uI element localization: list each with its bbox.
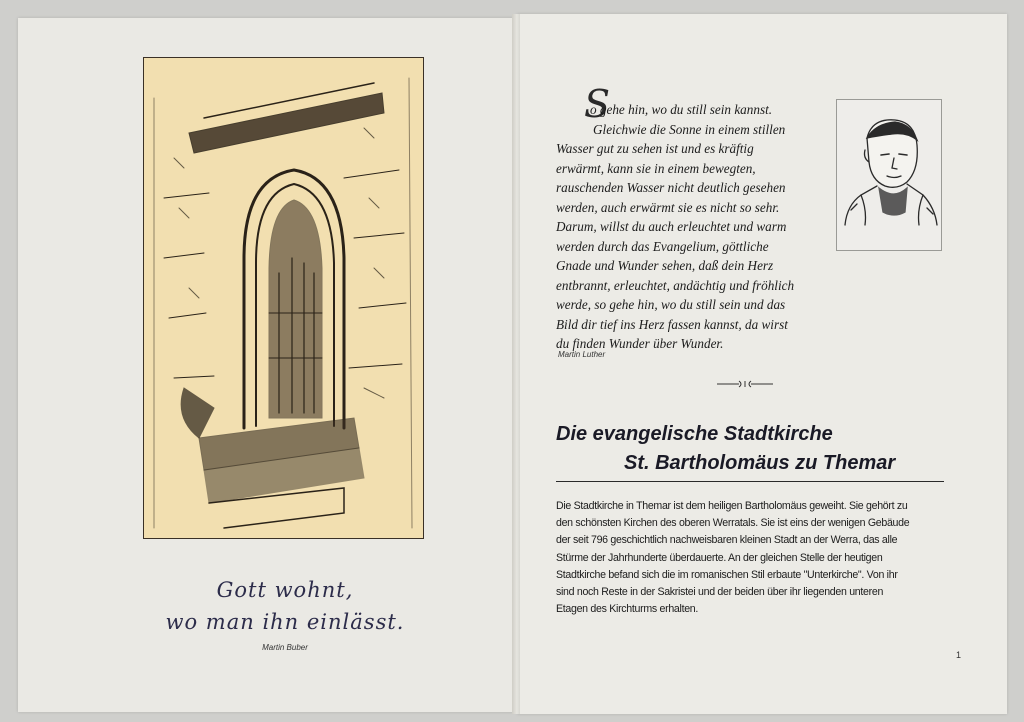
church-door-illustration [143,57,424,539]
heading-line-2: St. Bartholomäus zu Themar [624,452,896,474]
body-line: Die Stadtkirche in Themar ist dem heiligen Bartholomäus geweiht. Sie gehört zu [556,500,908,512]
quote-line: werde, so gehe hin, wo du still sein und das [556,297,786,312]
quote-line: Bild dir tief ins Herz fassen kannst, da wirst [556,316,788,332]
quote-line: werden durch das Evangelium, göttliche [556,238,769,254]
book-gutter [512,14,520,714]
quote-line: rauschenden Wasser nicht deutlich gesehen [556,180,786,195]
motto-line: Gott wohnt, [216,578,354,602]
quote-line: werden, auch erwärmt sie es nicht so sehr. [556,199,780,215]
quote-line: du finden Wunder über Wunder. [556,336,724,351]
page-number: 1 [956,650,962,660]
heading-rule [556,481,944,482]
quote-line: Wasser gut zu sehen ist und es kräftig [556,141,754,156]
body-line: sind noch Reste in der Sakristei und der beiden über ihr liegenden unteren [556,586,884,599]
motto-quote [120,574,450,638]
body-line: Etagen des Kirchturms erhalten. [556,603,699,616]
quote-dropcap: S [584,82,611,126]
body-line: Stadtkirche befand sich die im romanischen Stil erbaute "Unterkirche". Von ihr [556,568,898,581]
quote-line: Gleichwie die Sonne in einem stillen [593,121,786,137]
heading-line-1: Die evangelische Stadtkirche [556,423,833,445]
quote-line: o gehe hin, wo du still sein kannst. [590,102,773,117]
luther-quote [556,100,836,354]
body-line: der seit 796 geschichtlich nachweisbaren kleinen Stadt an der Werra, das alle [556,534,898,547]
body-line: den schönsten Kirchen des oberen Werratals. Sie ist eins der wenigen Gebäude [556,517,910,530]
motto-author: Martin Buber [262,643,308,652]
ornament-divider [715,379,775,389]
quote-line: Gnade und Wunder sehen, daß dein Herz [556,258,774,273]
luther-portrait [836,99,942,251]
quote-line: entbrannt, erleuchtet, andächtig und fröhlich [556,277,795,293]
motto-line: wo man ihn einlässt. [165,610,405,634]
quote-line: erwärmt, kann sie in einem bewegten, [556,160,756,176]
quote-line: Darum, willst du auch erleuchtet und warm [556,219,787,234]
body-line: Stürme der Jahrhunderte überdauerte. An der gleichen Stelle der heutigen [556,551,883,564]
church-description [556,498,946,618]
quote-author: Martin Luther [558,350,606,359]
